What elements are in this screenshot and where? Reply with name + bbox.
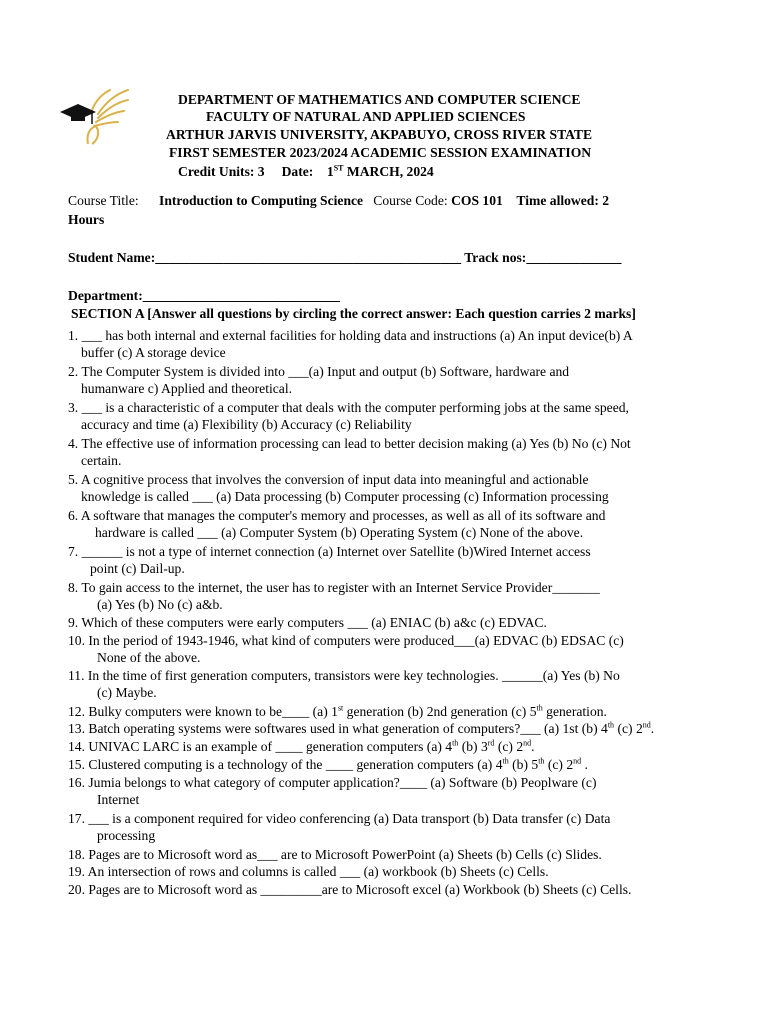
question-4 [68,435,708,470]
question-text: 9. Which of these computers were early computers ___ (a) ENIAC (b) a&c (c) EDVAC. [68,615,547,630]
course-title: Introduction to Computing Science [159,193,364,208]
ordinal-sup: th [452,738,459,748]
question-text-cont: (a) Yes (b) No (c) a&b. [97,597,223,613]
question-text: 7. ______ is not a type of internet connection (a) Internet over Satellite (b)Wired Internet access [68,544,591,559]
question-13 [68,720,708,737]
date-day: 1 [326,164,334,179]
course-info [68,193,609,209]
question-text: 15. Clustered computing is a technology of the ____ generation computers (a) 4 [68,757,503,772]
question-text: 18. Pages are to Microsoft word as___ are to Microsoft PowerPoint (a) Sheets (b) Cells (c) Slides. [68,847,602,862]
university-title: ARTHUR JARVIS UNIVERSITY, AKPABUYO, CROSS RIVER STATE [166,127,593,142]
question-text: 1. ___ has both internal and external facilities for holding data and instructions (a) An input device(b) A [68,328,633,343]
question-text: generation (b) 2nd generation (c) 5 [343,704,537,719]
question-text: (c) 2 [614,721,643,736]
question-6 [68,507,708,542]
ordinal-sup: nd [523,738,532,748]
department-title: DEPARTMENT OF MATHEMATICS AND COMPUTER SCIENCE [178,92,581,107]
ordinal-sup: th [538,756,545,766]
question-text-cont: buffer (c) A storage device [81,345,226,361]
question-14 [68,738,708,755]
course-code: COS 101 [451,193,503,208]
question-text-cont: point (c) Dail-up. [90,561,185,577]
question-7 [68,543,708,578]
question-10 [68,632,708,667]
department-label: Department: [68,288,143,303]
wing-icon [92,90,128,126]
question-text-cont: certain. [81,453,122,469]
university-logo [58,84,132,146]
question-11 [68,667,708,702]
student-line [68,250,621,266]
question-text: 14. UNIVAC LARC is an example of ____ generation computers (a) 4 [68,739,453,754]
question-text: 5. A cognitive process that involves the conversion of input data into meaningful and actionable [68,472,589,487]
session-title: FIRST SEMESTER 2023/2024 ACADEMIC SESSION EXAMINATION [169,145,592,160]
section-title: SECTION A [Answer all questions by circling the correct answer: Each question carries 2 marks] [71,306,636,321]
department-blank[interactable]: _____________________________ [142,288,340,303]
question-text: (c) 2 [494,739,524,754]
question-text: . [531,739,535,754]
question-text: 8. To gain access to the internet, the user has to register with an Internet Service Provider_______ [68,580,600,595]
question-text-cont: (c) Maybe. [97,685,157,701]
student-name-blank[interactable]: _____________________________________________ [155,250,462,265]
time-unit: Hours [68,212,105,227]
question-text: 17. ___ is a component required for video conferencing (a) Data transport (b) Data transfer (c) Data [68,811,611,826]
ordinal-sup: rd [487,738,495,748]
question-19 [68,863,708,880]
credit-units: Credit Units: 3 [178,164,265,179]
question-text-cont: processing [97,828,156,844]
course-code-label: Course Code: [373,193,448,208]
student-name-label: Student Name: [68,250,156,265]
faculty-title: FACULTY OF NATURAL AND APPLIED SCIENCES [206,109,526,124]
question-text: . [581,757,588,772]
date-label: Date: [281,164,314,179]
ordinal-sup: nd [573,756,582,766]
question-16 [68,774,708,809]
question-text: (c) 2 [544,757,574,772]
credit-date-line [178,163,434,181]
question-text-cont: None of the above. [97,650,201,666]
question-17 [68,810,708,845]
figure-icon [87,126,98,144]
ordinal-sup: th [502,756,509,766]
question-15 [68,756,708,773]
ordinal-sup: th [607,720,615,730]
question-text: 16. Jumia belongs to what category of computer application?____ (a) Software (b) Peoplware (c) [68,775,597,790]
track-blank[interactable]: ______________ [526,250,622,265]
question-text: . [650,721,655,736]
question-text: 13. Batch operating systems were softwares used in what generation of computers?___ (a) 1st (b) 4 [68,721,608,736]
course-title-label: Course Title: [68,193,139,208]
ordinal-sup: th [536,703,543,713]
question-text: generation. [542,704,607,719]
question-text: 20. Pages are to Microsoft word as _________are to Microsoft excel (a) Workbook (b) Sheets (c) Cells. [68,882,632,897]
question-12 [68,703,708,720]
question-text-cont: humanware c) Applied and theoretical. [81,381,292,397]
question-3 [68,399,708,434]
question-2 [68,363,708,398]
question-text: 4. The effective use of information processing can lead to better decision making (a) Yes (b) No (c) Not [68,436,631,451]
question-text: 12. Bulky computers were known to be____ (a) 1 [68,704,338,719]
question-18 [68,846,708,863]
ordinal-sup: nd [642,720,651,730]
track-label: Track nos: [464,250,527,265]
question-text: (b) 5 [508,757,539,772]
question-text: 2. The Computer System is divided into ___(a) Input and output (b) Software, hardware and [68,364,570,379]
question-text: 19. An intersection of rows and columns is called ___ (a) workbook (b) Sheets (c) Cells. [68,864,549,879]
ordinal-sup: st [337,703,344,713]
question-text-cont: Internet [97,792,140,808]
question-text: 3. ___ is a characteristic of a computer that deals with the computer performing jobs at the same speed, [68,400,629,415]
department-line [68,288,340,304]
date-rest: MARCH, 2024 [343,164,434,179]
question-text: 6. A software that manages the computer's memory and processes, as well as all of its software and [68,508,606,523]
question-5 [68,471,708,506]
question-20 [68,881,708,898]
question-text: (b) 3 [458,739,488,754]
question-text-cont: hardware is called ___ (a) Computer System (b) Operating System (c) None of the above. [95,525,584,541]
question-9 [68,614,708,631]
question-1 [68,327,708,362]
question-text-cont: accuracy and time (a) Flexibility (b) Accuracy (c) Reliability [81,417,412,433]
graduation-cap-icon [60,104,96,124]
question-text-cont: knowledge is called ___ (a) Data processing (b) Computer processing (c) Information processing [81,489,609,505]
time-allowed: Time allowed: 2 [516,193,610,208]
date-sup: ST [333,163,344,173]
question-text: 11. In the time of first generation computers, transistors were key technologies. ______(a) Yes (b) No [68,668,620,683]
question-text: 10. In the period of 1943-1946, what kind of computers were produced___(a) EDVAC (b) EDSAC (c) [68,633,624,648]
question-8 [68,579,708,614]
